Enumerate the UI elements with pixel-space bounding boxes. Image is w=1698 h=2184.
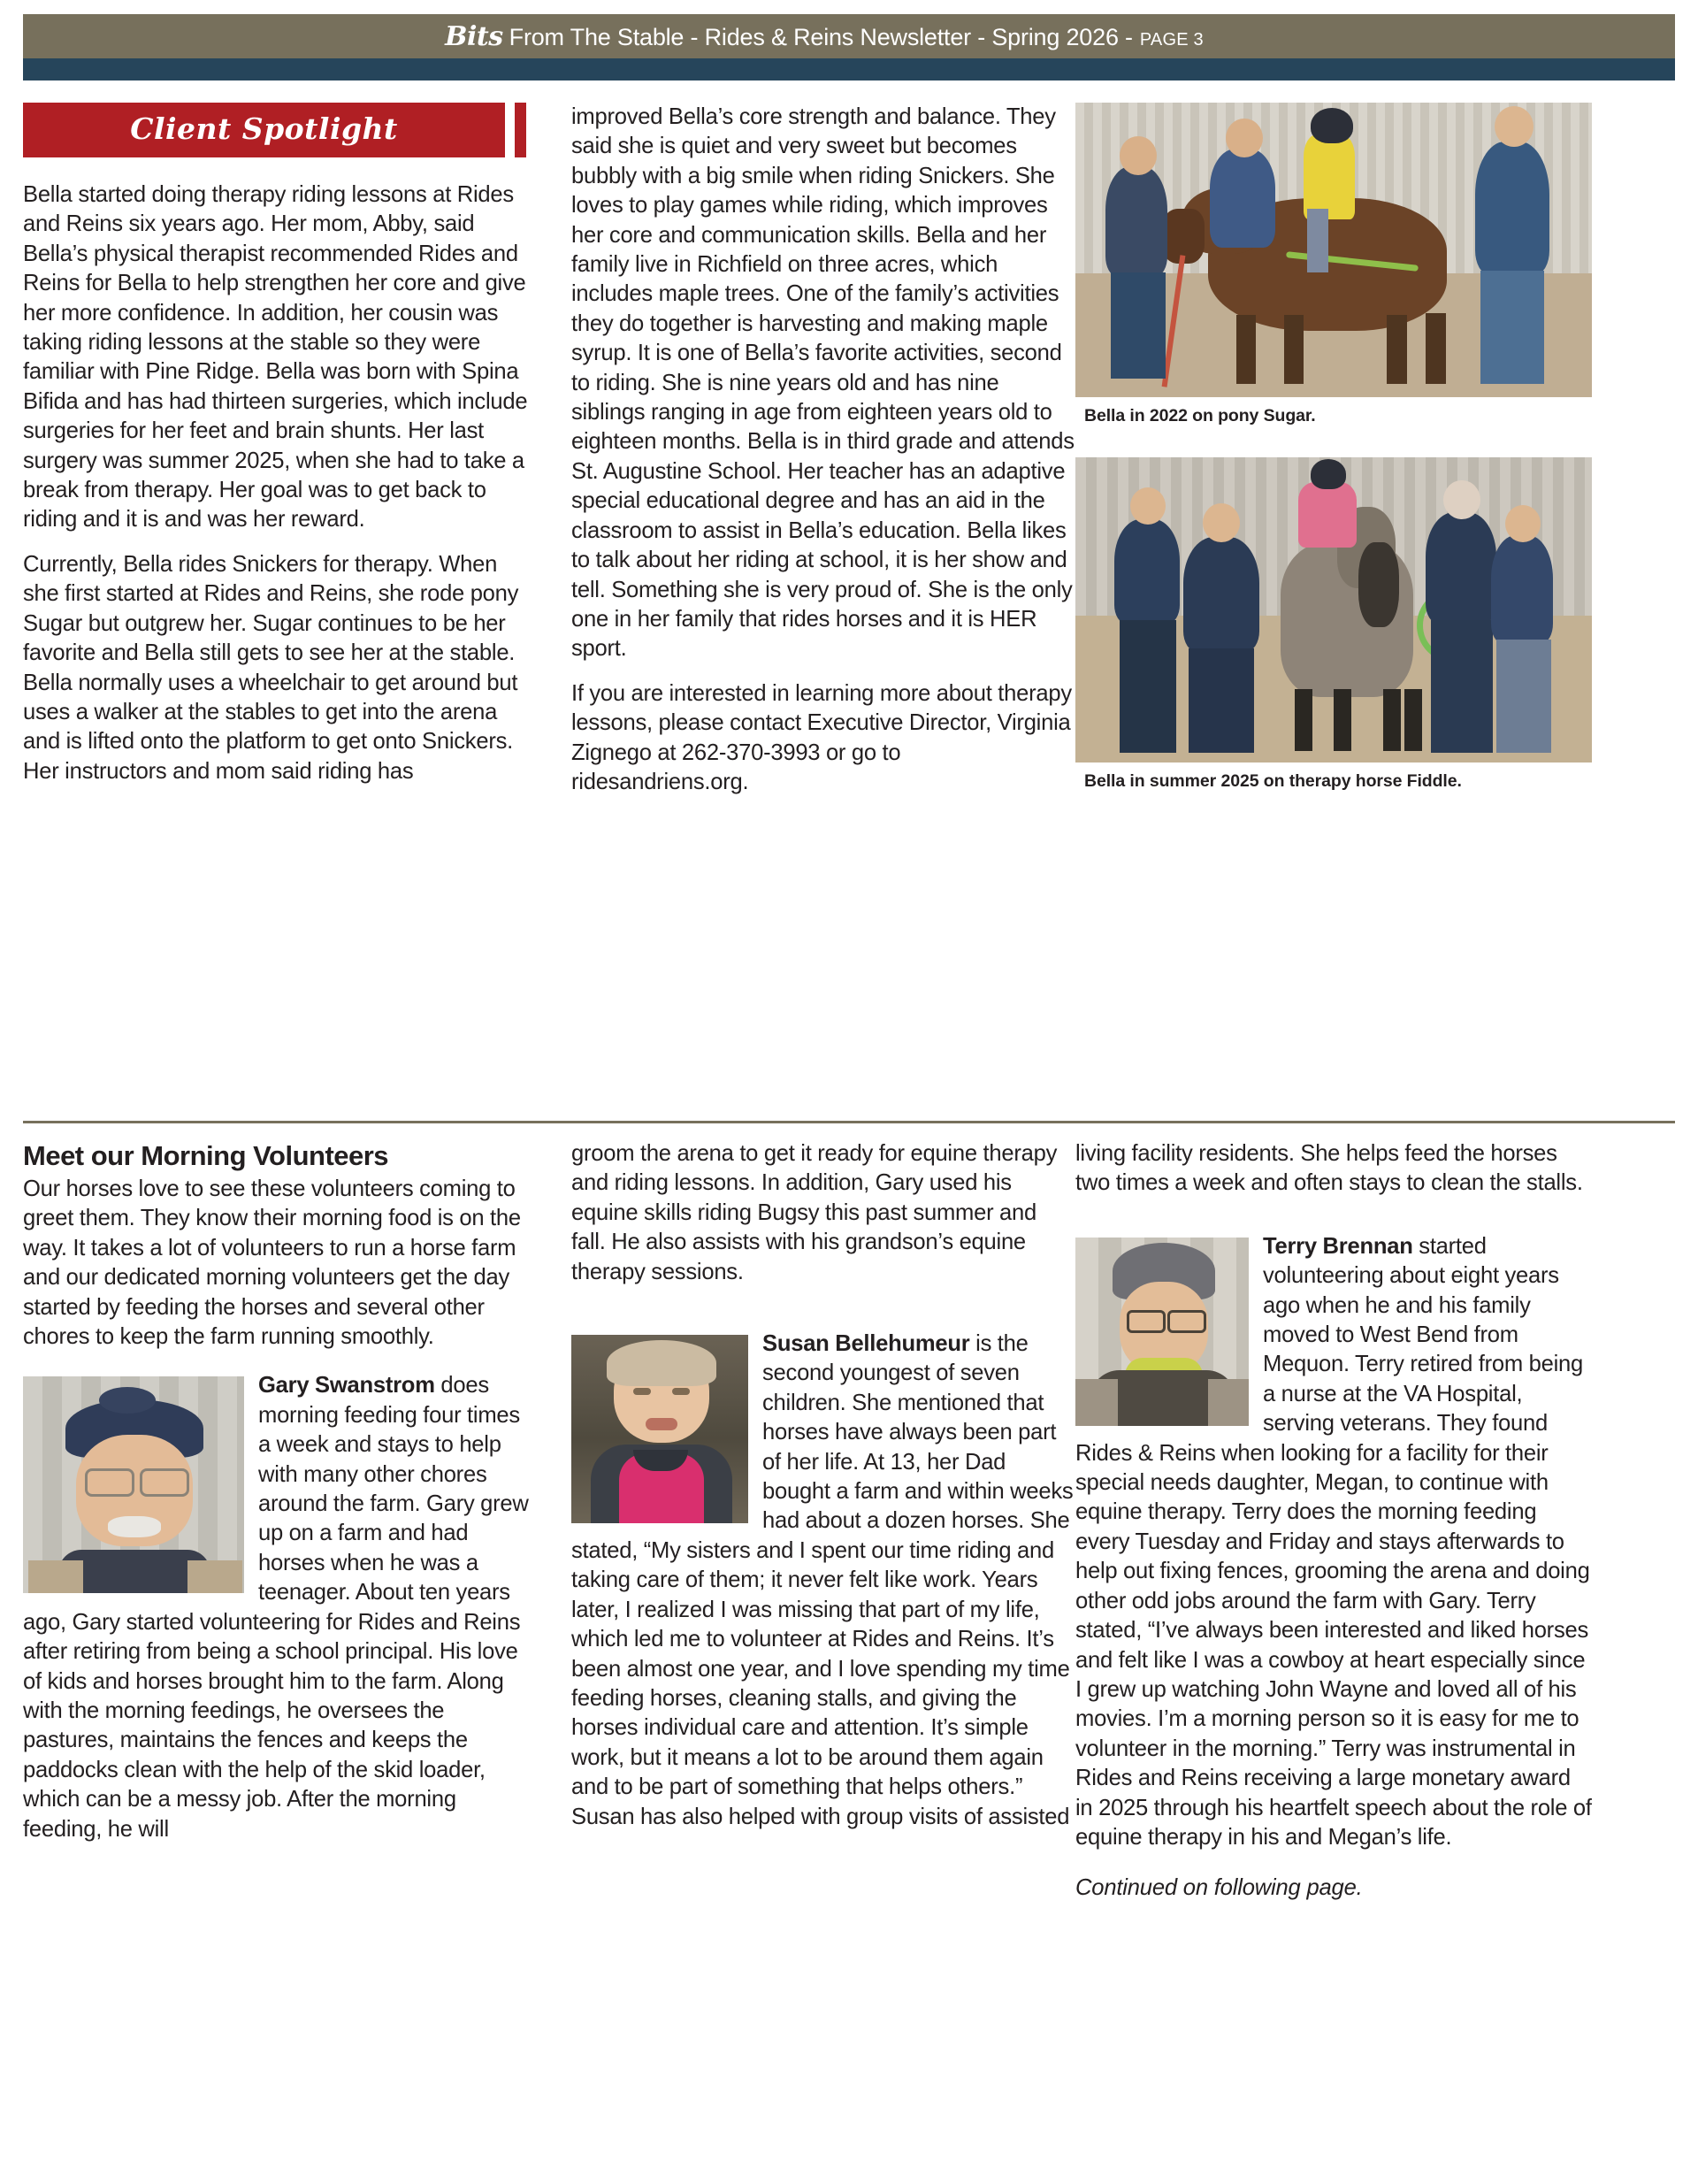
volunteer-terry-name: Terry Brennan — [1263, 1233, 1413, 1259]
masthead-rule — [23, 58, 1675, 80]
volunteers-intro: Our horses love to see these volunteers coming to greet them. They know their morning food is on the way. It takes a lot of volunteers to run a horse farm and our dedicated morning volunteers get the day started by feeding the horses and several other chores to keep the farm running smoothly. — [23, 1176, 521, 1350]
volunteers-column-three — [1075, 1139, 1592, 1904]
client-spotlight-accent-bar — [515, 103, 526, 157]
client-spotlight-banner — [23, 103, 505, 157]
photo-bella-2022-content — [1075, 103, 1592, 397]
column-two — [571, 103, 1075, 797]
volunteer-susan-name: Susan Bellehumeur — [762, 1331, 970, 1357]
volunteers-column-one — [23, 1139, 532, 1844]
photo-bella-2022 — [1075, 103, 1592, 397]
spotlight-paragraph-3: improved Bella’s core strength and balance. They said she is quiet and very sweet but becomes bubbly with a big smile when riding Snickers. She loves to play games while riding, which improves her core and communication skills. Bella and her family live in Richfield on three acres, which includes maple trees. One of the family’s activities they do together is harvesting and making maple syrup. It is one of Bella’s favorite activities, second to riding. She is nine years old and has nine siblings ranging in age from eighteen years old to eighteen months. Bella is in third grade and attends St. Augustine School. Her teacher has an adaptive special educational degree and has an aid in the classroom to assist in Bella’s education. Bella likes to talk about her riding at school, it is her show and tell. Something she is very proud of. She is the only one in her family that rides horses and it is HER sport. — [571, 104, 1075, 662]
section-divider — [23, 1121, 1675, 1123]
volunteers-column-two — [571, 1139, 1075, 1832]
masthead-band — [23, 14, 1675, 58]
photo-bella-2025-caption: Bella in summer 2025 on therapy horse Fiddle. — [1084, 771, 1462, 791]
volunteer-gary-name: Gary Swanstrom — [258, 1373, 435, 1399]
headshot-gary-swanstrom — [23, 1376, 244, 1593]
volunteer-susan-continued: living facility residents. She helps feed the horses two times a week and often stays to clean the stalls. — [1075, 1141, 1583, 1196]
spotlight-paragraph-1: Bella started doing therapy riding lessons at Rides and Reins six years ago. Her mom, Abby, said Bella’s physical therapist recommended Rides and Reins for Bella to help strengthen her core and give her more confidence. In addition, her cousin was taking riding lessons at the stable so they were familiar with Pine Ridge. Bella was born with Spina Bifida and has had thirteen surgeries, which include surgeries for her feet and brain shunts. Her last surgery was summer 2025, when she had to take a break from therapy. Her goal was to get back to riding and it is and was her reward. — [23, 182, 528, 533]
volunteer-gary-text: does morning feeding four times a week and stays to help with many other chores around the farm. Gary grew up on a farm and had horses when he was a teenager. About ten years ago, Gary started volunteering for Rides and Reins after retiring from being a school principal. His love of kids and horses brought him to the farm. Along with the morning feedings, he oversees the pastures, maintains the fences and keeps the paddocks clean with the help of the skid loader, which can be a messy job. After the morning feeding, he will — [23, 1373, 529, 1842]
masthead-inner — [445, 21, 1204, 52]
continued-note: Continued on following page. — [1075, 1875, 1363, 1901]
spotlight-paragraph-2: Currently, Bella rides Snickers for therapy. When she first started at Rides and Reins, she rode pony Sugar but outgrew her. Sugar continues to be her favorite and Bella still gets to see her at the stable. Bella normally uses a wheelchair to get around but uses a walker at the stables to get into the arena and is lifted onto the platform to get onto Snickers. Her instructors and mom said riding has — [23, 551, 519, 784]
page-number-label: PAGE 3 — [1139, 29, 1204, 50]
headshot-susan-bellehumeur — [571, 1335, 748, 1523]
column-three — [1075, 103, 1592, 793]
photo-bella-2025-content — [1075, 457, 1592, 762]
masthead-title: From The Stable - Rides & Reins Newsletter - Spring 2026 - — [509, 23, 1133, 50]
volunteer-terry-text: started volunteering about eight years ago when he and his family moved to West Bend from Mequon. Terry retired from being a nurse at the VA Hospital, serving veterans. They found Rides & Reins when looking for a facility for their special needs daughter, Megan, to continue with equine therapy. Terry does the morning feeding every Tuesday and Friday and stays afterwards to help out fixing fences, grooming the arena and doing other odd jobs around the farm with Gary. Terry stated, “I’ve always been interested and liked horses and felt like I was a cowboy at heart especially since I grew up watching John Wayne and loved all of his movies. I’m a morning person so it is easy for me to volunteer in the morning.” Terry was instrumental in Rides and Reins receiving a large monetary award in 2025 through his heartfelt speech about the role of equine therapy in his and Megan’s life. — [1075, 1233, 1592, 1850]
client-spotlight-label: Client Spotlight — [130, 111, 398, 146]
volunteer-gary-continued: groom the arena to get it ready for equine therapy and riding lessons. In addition, Gary used his equine skills riding Bugsy this past summer and fall. He also assists with his grandson’s equine therapy sessions. — [571, 1141, 1058, 1284]
client-spotlight-header — [23, 103, 532, 166]
masthead-script-word: Bits — [445, 20, 503, 52]
photo-bella-2025 — [1075, 457, 1592, 762]
headshot-terry-brennan — [1075, 1238, 1249, 1426]
column-one — [23, 103, 532, 786]
photo-bella-2022-caption: Bella in 2022 on pony Sugar. — [1084, 406, 1316, 425]
spotlight-contact-paragraph: If you are interested in learning more about therapy lessons, please contact Executive Director, Virginia Zignego at 262-370-3993 or go to ridesandriens.org. — [571, 680, 1072, 794]
volunteers-section-title: Meet our Morning Volunteers — [23, 1140, 389, 1171]
volunteer-susan-text: is the second youngest of seven children. She mentioned that horses have always been part of her life. At 13, her Dad bought a farm and within weeks had about a dozen horses. She stated, “My sisters and I spent our time riding and taking care of them; it never felt like work. Years later, I realized I was missing that part of my life, which led me to volunteer at Rides and Reins. It’s been almost one year, and I love spending my time feeding horses, cleaning stalls, and giving the horses individual care and attention. It’s simple work, but it means a lot to be around them again and to be part of something that helps others.” Susan has also helped with group visits of assisted — [571, 1331, 1074, 1829]
